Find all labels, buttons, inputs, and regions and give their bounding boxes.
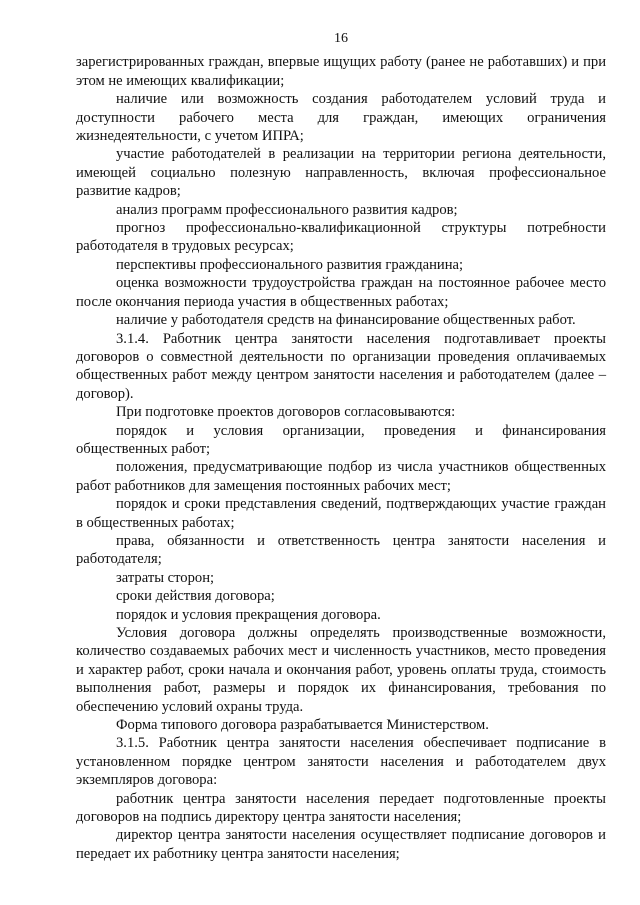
- paragraph: сроки действия договора;: [116, 588, 275, 605]
- paragraph: При подготовке проектов договоров согласовываются:: [116, 404, 456, 421]
- document-page: [76, 30, 606, 863]
- paragraph: порядок и условия организации, проведения и финансирования общественных работ;: [76, 422, 606, 457]
- paragraph: положения, предусматривающие подбор из числа участников общественных работ работников для замещения постоянных рабочих мест;: [76, 459, 606, 494]
- paragraph: порядок и сроки представления сведений, подтверждающих участие граждан в общественных работах;: [76, 496, 606, 531]
- paragraph: права, обязанности и ответственность центра занятости населения и работодателя;: [76, 532, 606, 568]
- paragraph: Форма типового договора разрабатывается Министерством.: [116, 717, 489, 734]
- paragraph: участие работодателей в реализации на территории региона деятельности, имеющей социально полезную направленность, включая профессиональное развитие кадров;: [76, 146, 606, 200]
- paragraph: наличие или возможность создания работодателем условий труда и доступности рабочего места для граждан, имеющих ограничения жизнедеятельности, с учетом ИПРА;: [76, 91, 606, 145]
- section-3-1-4: 3.1.4. Работник центра занятости населения подготавливает проекты договоров о совместной деятельности по организации проведения оплачиваемых общественных работ между центром занятости населения и работодателем (далее – договор).: [76, 330, 606, 402]
- paragraph: порядок и условия прекращения договора.: [116, 606, 381, 623]
- paragraph: наличие у работодателя средств на финансирование общественных работ.: [116, 312, 576, 329]
- paragraph: перспективы профессионального развития гражданина;: [116, 256, 464, 273]
- paragraph: зарегистрированных граждан, впервые ищущих работу (ранее не работавших) и при этом не имеющих квалификации;: [76, 54, 606, 89]
- paragraph: директор центра занятости населения осуществляет подписание договоров и передает их работнику центра занятости населения;: [76, 827, 606, 862]
- section-3-1-5: 3.1.5. Работник центра занятости населения обеспечивает подписание в установленном порядке центром занятости населения и работодателем двух экземпляров договора:: [76, 735, 606, 789]
- paragraph: оценка возможности трудоустройства граждан на постоянное рабочее место после окончания периода участия в общественных работах;: [76, 275, 606, 310]
- paragraph: прогноз профессионально-квалификационной структуры потребности работодателя в трудовых ресурсах;: [76, 220, 606, 255]
- paragraph: затраты сторон;: [116, 569, 215, 586]
- paragraph: Условия договора должны определять производственные возможности, количество создаваемых рабочих мест и численность участников, место проведения и характер работ, сроки начала и окончания работ, уровень оплаты труда, стоимость выполнения работ, размеры и порядок их финансирования, требования по обеспечению условий охраны труда.: [76, 625, 606, 715]
- paragraph: работник центра занятости населения передает подготовленные проекты договоров на подпись директору центра занятости населения;: [76, 790, 606, 826]
- paragraph: анализ программ профессионального развития кадров;: [116, 201, 458, 218]
- page-number: 16: [334, 31, 348, 46]
